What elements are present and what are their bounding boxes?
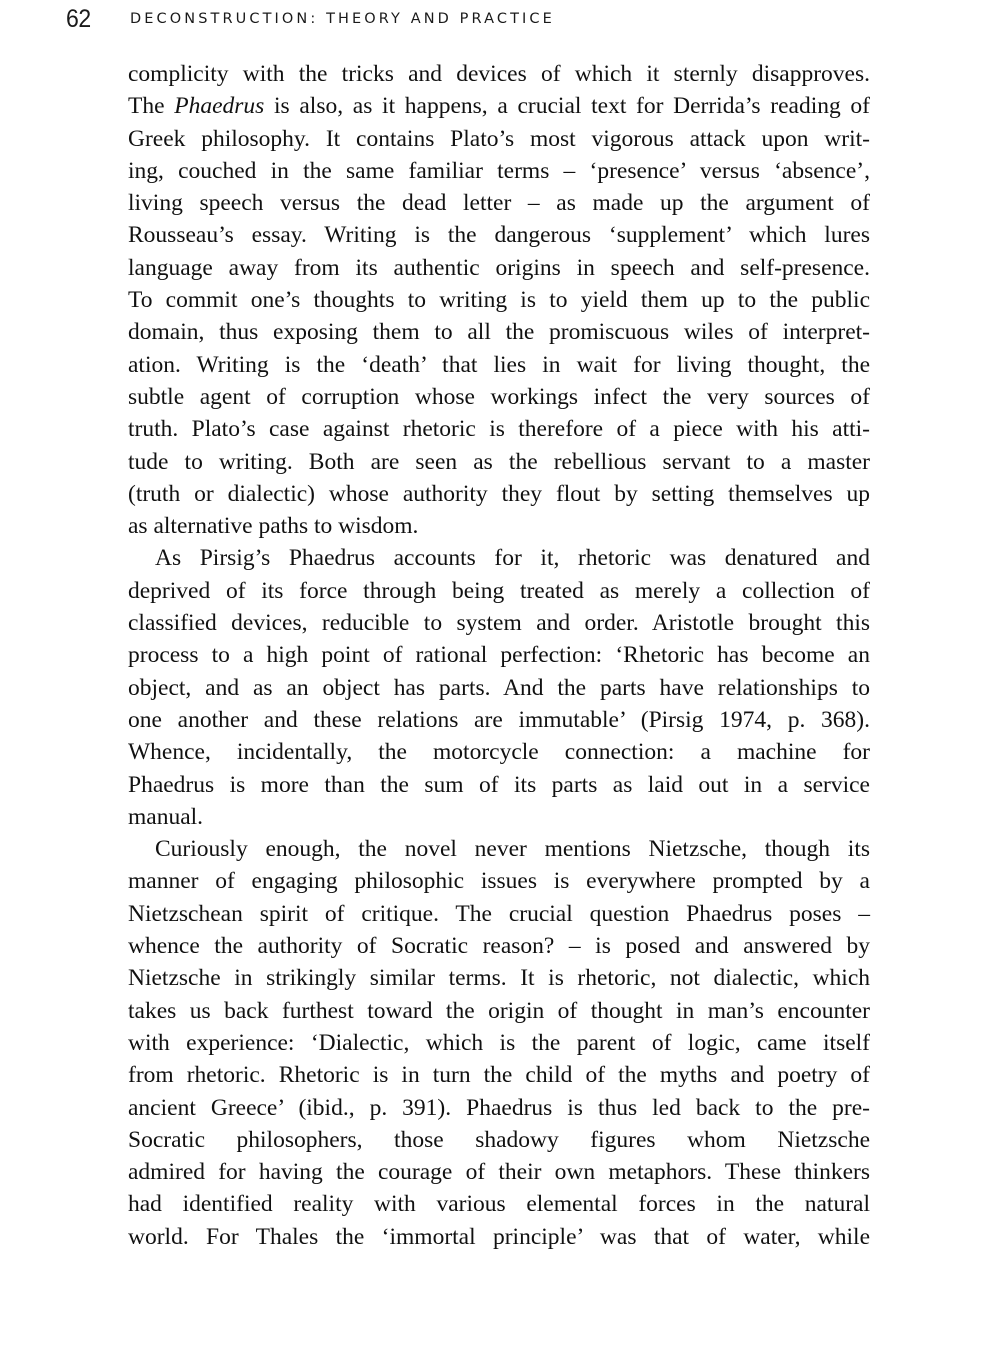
text-fragment: The bbox=[128, 93, 175, 120]
text-line: Rousseau’s essay. Writing is the dangerous ‘supplement’ which lures bbox=[128, 222, 870, 249]
text-line: tude to writing. Both are seen as the rebellious servant to a master bbox=[128, 448, 870, 475]
body-text bbox=[128, 58, 870, 1253]
text-line: as alternative paths to wisdom. bbox=[128, 513, 419, 540]
text-line: admired for having the courage of their own metaphors. These thinkers bbox=[128, 1159, 870, 1186]
text-line: Phaedrus is more than the sum of its parts as laid out in a service bbox=[128, 771, 870, 798]
paragraph-3 bbox=[128, 833, 870, 1253]
text-line: ing, couched in the same familiar terms – ‘presence’ versus ‘absence’, bbox=[128, 157, 870, 184]
text-line: deprived of its force through being treated as merely a collection of bbox=[128, 577, 870, 604]
text-line: whence the authority of Socratic reason? – is posed and answered by bbox=[128, 933, 870, 960]
text-line: Whence, incidentally, the motorcycle connection: a machine for bbox=[128, 739, 870, 766]
text-line: takes us back furthest toward the origin of thought in man’s encounter bbox=[128, 997, 870, 1024]
text-line: living speech versus the dead letter – as made up the argument of bbox=[128, 190, 870, 217]
text-line: world. For Thales the ‘immortal principle’ was that of water, while bbox=[128, 1223, 870, 1250]
text-line: ation. Writing is the ‘death’ that lies in wait for living thought, the bbox=[128, 351, 870, 378]
text-line: Nietzschean spirit of critique. The crucial question Phaedrus poses – bbox=[128, 900, 870, 927]
text-line: manner of engaging philosophic issues is everywhere prompted by a bbox=[128, 868, 870, 895]
text-line: language away from its authentic origins in speech and self-presence. bbox=[128, 254, 870, 281]
text-line: subtle agent of corruption whose workings infect the very sources of bbox=[128, 383, 870, 410]
text-line: from rhetoric. Rhetoric is in turn the child of the myths and poetry of bbox=[128, 1062, 870, 1089]
text-line: Greek philosophy. It contains Plato’s most vigorous attack upon writ- bbox=[128, 125, 870, 152]
text-line: truth. Plato’s case against rhetoric is therefore of a piece with his atti- bbox=[128, 416, 870, 443]
text-line: domain, thus exposing them to all the promiscuous wiles of interpret- bbox=[128, 319, 870, 346]
text-line: process to a high point of rational perfection: ‘Rhetoric has become an bbox=[128, 642, 870, 669]
text-line: object, and as an object has parts. And the parts have relationships to bbox=[128, 674, 870, 701]
text-line: To commit one’s thoughts to writing is to yield them up to the public bbox=[128, 287, 870, 314]
running-title: DECONSTRUCTION: THEORY AND PRACTICE bbox=[130, 11, 555, 27]
text-line: Curiously enough, the novel never mentions Nietzsche, though its bbox=[155, 836, 870, 863]
text-line: Socratic philosophers, those shadowy figures whom Nietzsche bbox=[128, 1126, 870, 1153]
text-line: As Pirsig’s Phaedrus accounts for it, rhetoric was denatured and bbox=[155, 545, 870, 572]
page-number: 62 bbox=[66, 4, 91, 33]
italic-title-phaedrus: Phaedrus bbox=[174, 93, 265, 120]
text-line: with experience: ‘Dialectic, which is the parent of logic, came itself bbox=[128, 1029, 870, 1056]
paragraph-2 bbox=[128, 542, 870, 833]
running-head bbox=[66, 2, 555, 36]
paragraph-1 bbox=[128, 58, 870, 542]
text-line bbox=[128, 90, 870, 122]
text-line: manual. bbox=[128, 803, 204, 830]
text-line: (truth or dialectic) whose authority they flout by setting themselves up bbox=[128, 480, 870, 507]
text-line: ancient Greece’ (ibid., p. 391). Phaedrus is thus led back to the pre- bbox=[128, 1094, 870, 1121]
text-line: had identified reality with various elemental forces in the natural bbox=[128, 1191, 870, 1218]
text-fragment: is also, as it happens, a crucial text for Derrida’s reading of bbox=[264, 93, 870, 120]
text-line: one another and these relations are immutable’ (Pirsig 1974, p. 368). bbox=[128, 706, 870, 733]
text-line: classified devices, reducible to system and order. Aristotle brought this bbox=[128, 610, 870, 637]
text-line: complicity with the tricks and devices of which it sternly disapproves. bbox=[128, 61, 870, 87]
text-line: Nietzsche in strikingly similar terms. It is rhetoric, not dialectic, which bbox=[128, 965, 870, 992]
